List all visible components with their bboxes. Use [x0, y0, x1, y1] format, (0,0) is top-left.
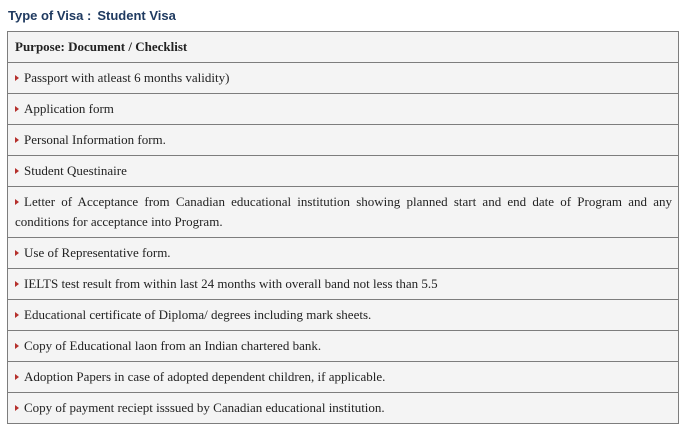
checklist-item-text: Personal Information form.	[24, 132, 166, 147]
checklist-row	[8, 156, 679, 187]
checklist-item-text: Letter of Acceptance from Canadian educational institution showing planned start and end date of Program and any conditions for acceptance into Program.	[15, 194, 672, 229]
checklist-row	[8, 300, 679, 331]
checklist-cell	[8, 63, 679, 94]
checklist-row	[8, 362, 679, 393]
triangle-bullet-icon	[15, 312, 19, 318]
checklist-row	[8, 187, 679, 238]
checklist-item-text: Passport with atleast 6 months validity)	[24, 70, 230, 85]
checklist-cell	[8, 300, 679, 331]
visa-type-value: Student Visa	[97, 8, 176, 23]
checklist-item-text: Use of Representative form.	[24, 245, 171, 260]
checklist-cell	[8, 362, 679, 393]
checklist-row	[8, 269, 679, 300]
checklist-row	[8, 238, 679, 269]
checklist-cell	[8, 393, 679, 424]
triangle-bullet-icon	[15, 374, 19, 380]
checklist-item-text: IELTS test result from within last 24 months with overall band not less than 5.5	[24, 276, 438, 291]
triangle-bullet-icon	[15, 137, 19, 143]
checklist-item-text: Application form	[24, 101, 114, 116]
triangle-bullet-icon	[15, 75, 19, 81]
checklist-item-text: Copy of Educational laon from an Indian chartered bank.	[24, 338, 322, 353]
triangle-bullet-icon	[15, 106, 19, 112]
checklist-item-text: Student Questinaire	[24, 163, 127, 178]
checklist-item-text: Educational certificate of Diploma/ degrees including mark sheets.	[24, 307, 372, 322]
checklist-cell	[8, 125, 679, 156]
triangle-bullet-icon	[15, 343, 19, 349]
checklist-cell	[8, 156, 679, 187]
triangle-bullet-icon	[15, 250, 19, 256]
table-header-cell: Purpose: Document / Checklist	[8, 32, 679, 63]
triangle-bullet-icon	[15, 199, 19, 205]
document-checklist-table	[7, 31, 679, 424]
checklist-item-text: Copy of payment reciept isssued by Canadian educational institution.	[24, 400, 385, 415]
triangle-bullet-icon	[15, 168, 19, 174]
checklist-cell	[8, 238, 679, 269]
checklist-row	[8, 63, 679, 94]
visa-type-label: Type of Visa :	[8, 8, 92, 23]
checklist-cell	[8, 269, 679, 300]
checklist-cell	[8, 94, 679, 125]
triangle-bullet-icon	[15, 281, 19, 287]
table-header-row	[8, 32, 679, 63]
checklist-row	[8, 94, 679, 125]
checklist-cell	[8, 187, 679, 238]
triangle-bullet-icon	[15, 405, 19, 411]
checklist-row	[8, 393, 679, 424]
checklist-cell	[8, 331, 679, 362]
visa-type-heading	[8, 6, 176, 26]
checklist-row	[8, 125, 679, 156]
checklist-row	[8, 331, 679, 362]
checklist-item-text: Adoption Papers in case of adopted dependent children, if applicable.	[24, 369, 386, 384]
